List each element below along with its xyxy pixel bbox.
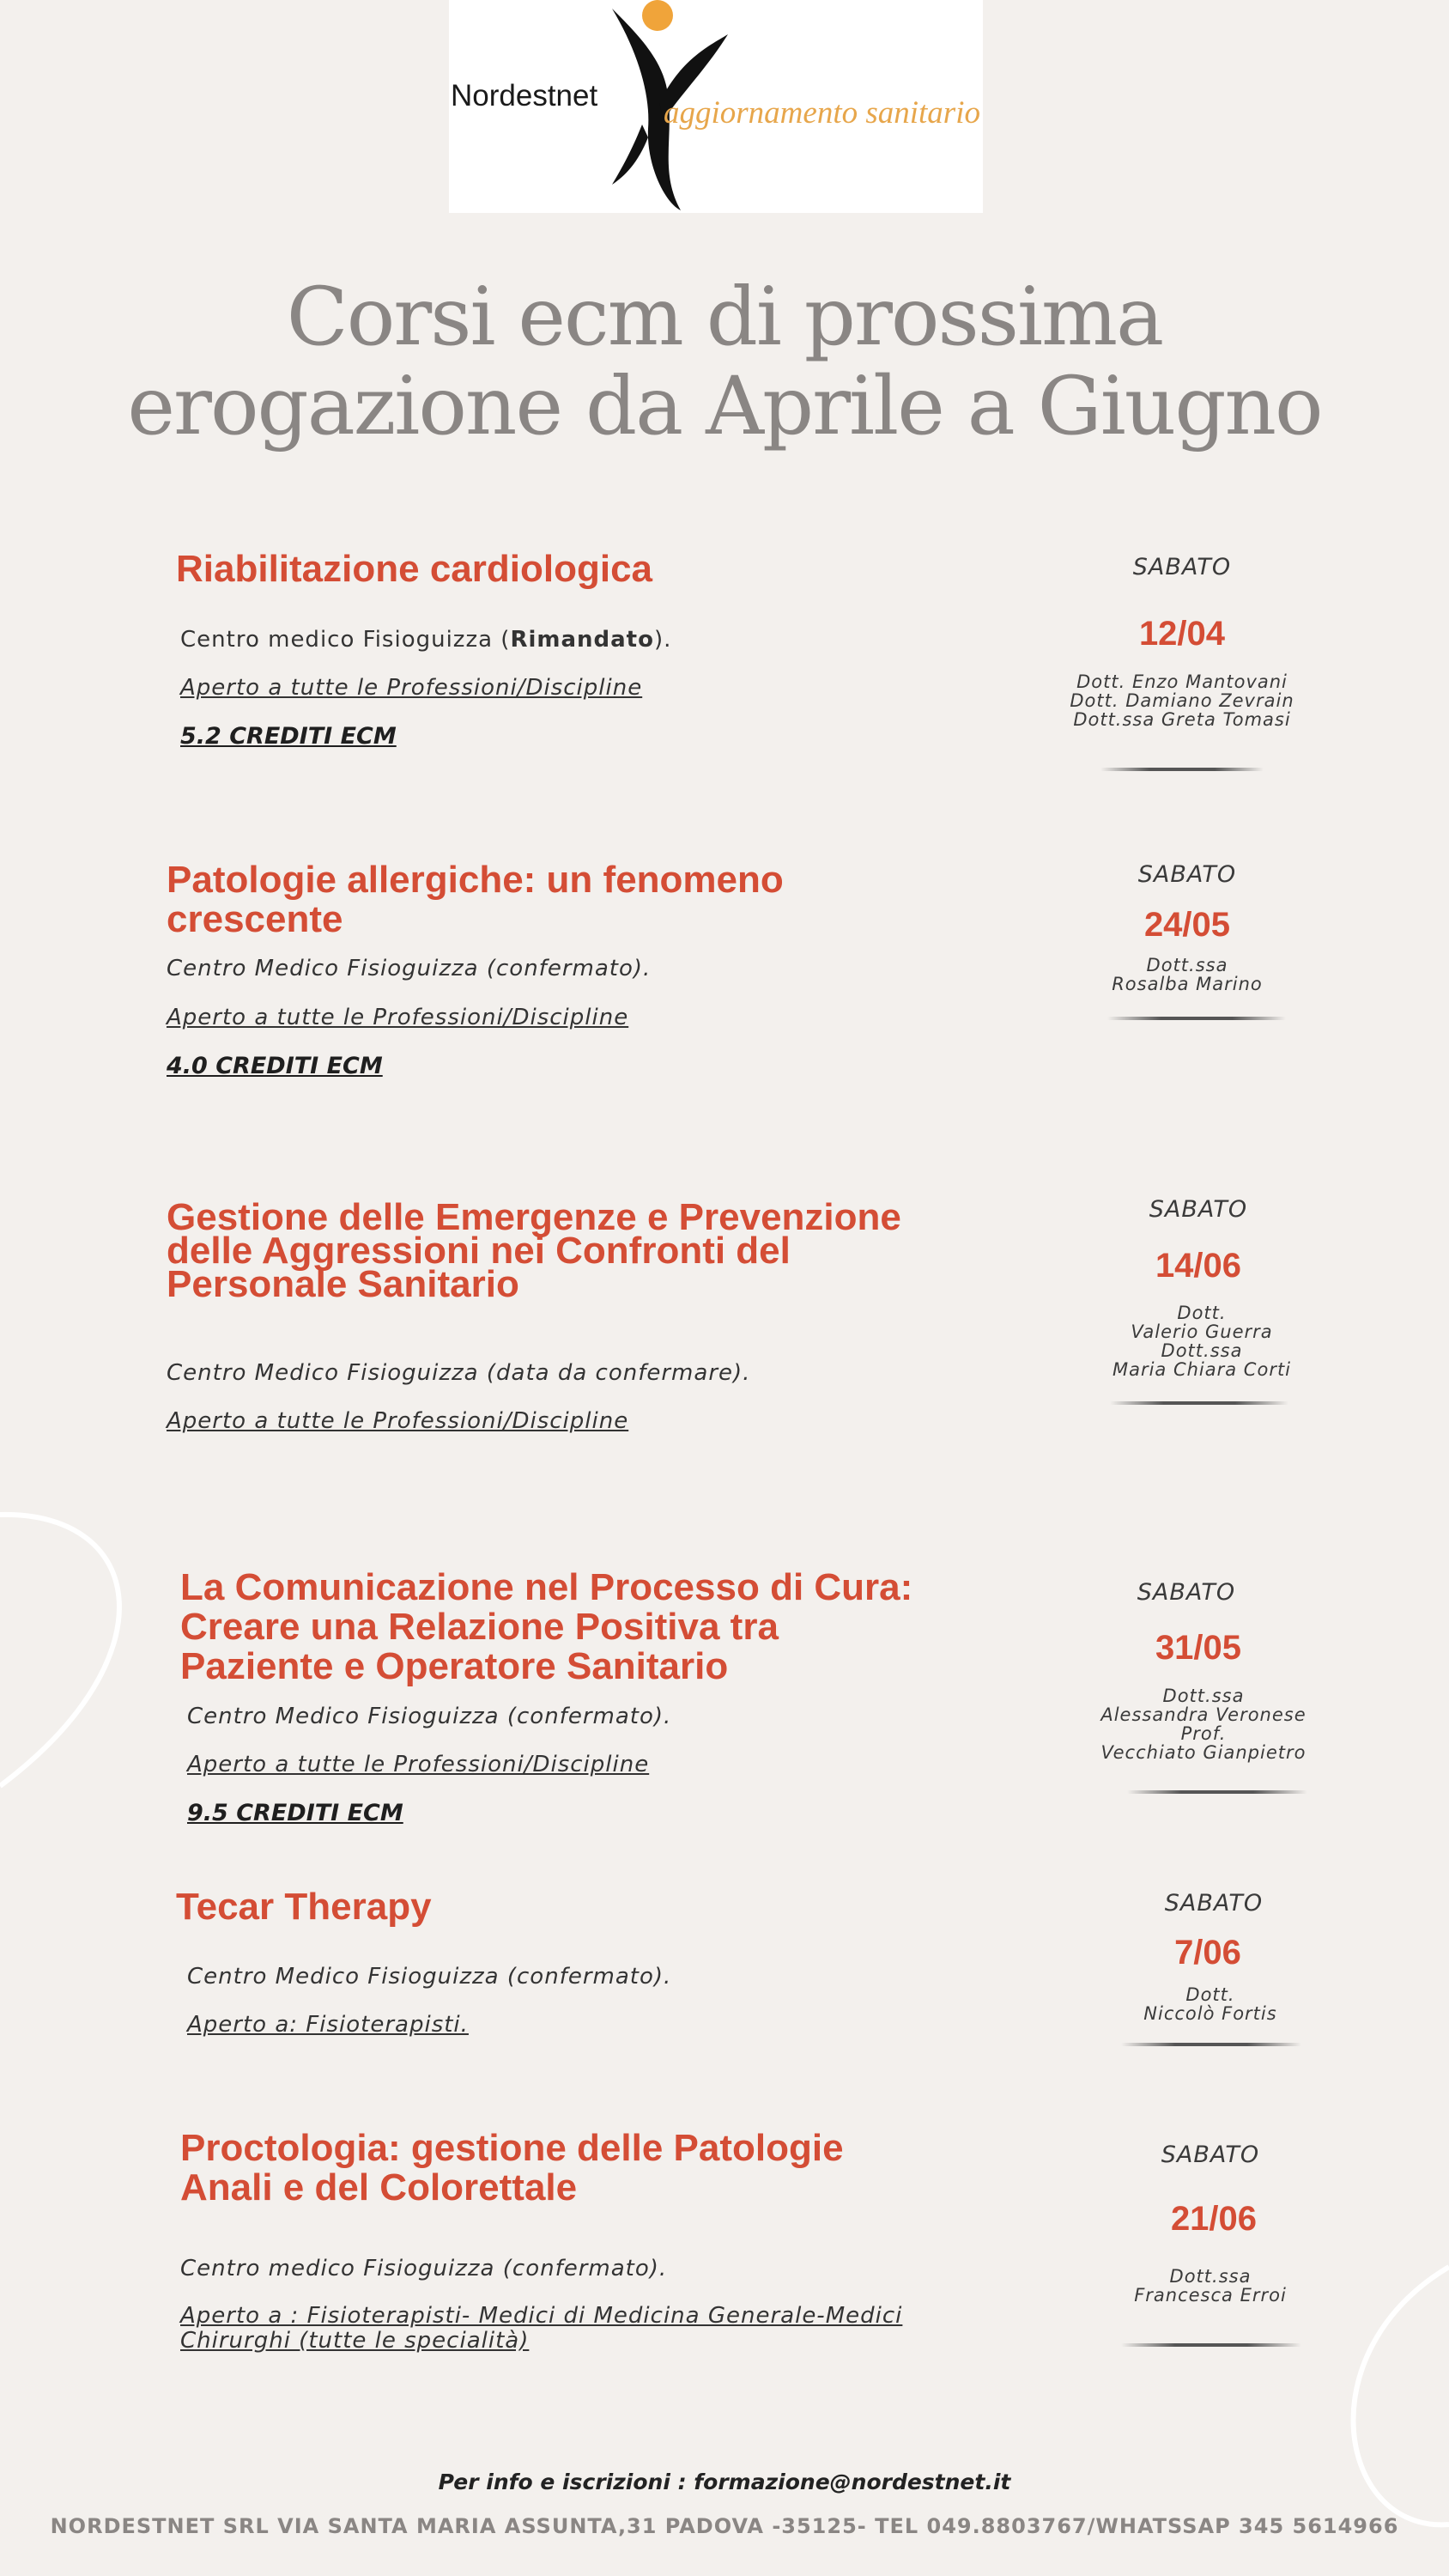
teacher-name: Dott.ssa <box>1169 2266 1252 2287</box>
teacher-name: Vecchiato Gianpietro <box>1100 1742 1307 1763</box>
course-audience-line: Aperto a : Fisioterapisti- Medici di Medicina Generale-Medici <box>180 2303 903 2329</box>
course-title-line: Patologie allergiche: un fenomeno <box>167 859 784 901</box>
course-title-line: Paziente e Operatore Sanitario <box>180 1645 729 1687</box>
course-day: SABATO <box>1161 2142 1260 2168</box>
course-day: SABATO <box>1149 1196 1248 1223</box>
course-teachers <box>1082 1985 1339 2023</box>
course-location <box>180 627 671 653</box>
course-audience: Aperto a: Fisioterapisti. <box>187 2012 469 2038</box>
location-text-end: ). <box>653 627 672 653</box>
course-teachers <box>1075 1686 1332 1762</box>
course-location: Centro Medico Fisioguizza (data da confermare). <box>167 1360 751 1386</box>
course-teachers <box>1053 672 1311 729</box>
course-title-line: La Comunicazione nel Processo di Cura: <box>180 1566 913 1608</box>
logo-tagline: aggiornamento sanitario <box>664 95 980 131</box>
page-title-line2: erogazione da Aprile a Giugno <box>127 360 1322 453</box>
teacher-name: Prof. <box>1180 1723 1227 1744</box>
course-day: SABATO <box>1132 554 1232 580</box>
course-title-line: Creare una Relazione Positiva tra <box>180 1606 779 1648</box>
teacher-name: Francesca Erroi <box>1134 2285 1287 2306</box>
logo-brand-text: Nordestnet <box>451 79 598 112</box>
course-location: Centro Medico Fisioguizza (confermato). <box>187 1964 672 1990</box>
teacher-name: Alessandra Veronese <box>1100 1704 1307 1725</box>
course-audience <box>180 2304 902 2354</box>
footer-address: NORDESTNET SRL VIA SANTA MARIA ASSUNTA,31 PADOVA -35125- TEL 049.8803767/WHATSSAP 345 5614966 <box>50 2514 1399 2538</box>
course-date: 14/06 <box>1155 1247 1242 1285</box>
brush-divider <box>1121 2343 1301 2347</box>
course-title: Tecar Therapy <box>176 1886 432 1928</box>
course-credits: 5.2 CREDITI ECM <box>180 723 397 750</box>
nordestnet-logo <box>449 0 983 213</box>
page-title <box>103 270 1346 453</box>
course-credits: 4.0 CREDITI ECM <box>167 1053 383 1079</box>
course-teachers <box>1082 2267 1339 2305</box>
brush-divider <box>1127 1790 1307 1794</box>
course-title <box>167 1196 901 1305</box>
teacher-name: Valerio Guerra <box>1131 1321 1273 1342</box>
course-date: 12/04 <box>1138 615 1226 653</box>
course-credits: 9.5 CREDITI ECM <box>187 1800 403 1826</box>
course-audience: Aperto a tutte le Professioni/Discipline <box>167 1408 629 1434</box>
course-title-line: Personale Sanitario <box>167 1263 519 1305</box>
course-title-line: Gestione delle Emergenze e Prevenzione <box>167 1196 901 1238</box>
brush-divider <box>1107 1017 1286 1020</box>
course-teachers <box>1073 1303 1331 1379</box>
teacher-name: Dott. <box>1185 1984 1235 2005</box>
teacher-name: Niccolò Fortis <box>1143 2003 1277 2024</box>
brush-divider <box>1110 1401 1288 1405</box>
course-location: Centro Medico Fisioguizza (confermato). <box>167 956 652 981</box>
course-location: Centro Medico Fisioguizza (confermato). <box>187 1704 672 1729</box>
course-location: Centro medico Fisioguizza (confermato). <box>180 2256 668 2281</box>
teacher-name: Dott. Enzo Mantovani <box>1076 671 1288 692</box>
teacher-name: Dott. Damiano Zevrain <box>1070 690 1294 711</box>
course-title <box>167 860 784 939</box>
teacher-name: Maria Chiara Corti <box>1112 1359 1292 1380</box>
location-status: Rimandato <box>510 627 654 653</box>
course-audience: Aperto a tutte le Professioni/Discipline <box>167 1005 629 1030</box>
location-text: Centro medico Fisioguizza ( <box>180 627 511 653</box>
brush-divider <box>1100 768 1264 771</box>
decorative-arc-left <box>0 1511 155 1795</box>
teacher-name: Rosalba Marino <box>1112 974 1263 994</box>
brush-divider <box>1121 2043 1301 2046</box>
course-title-line: delle Aggressioni nei Confronti del <box>167 1230 791 1272</box>
course-audience-line: Chirurghi (tutte le specialità) <box>180 2328 530 2354</box>
course-day: SABATO <box>1137 861 1237 888</box>
footer-contact-info: Per info e iscrizioni : formazione@nordestnet.it <box>438 2470 1011 2494</box>
course-title: Riabilitazione cardiologica <box>176 548 653 590</box>
course-title-line: Proctologia: gestione delle Patologie <box>180 2127 844 2169</box>
course-day: SABATO <box>1164 1890 1264 1917</box>
teacher-name: Dott.ssa Greta Tomasi <box>1073 709 1291 730</box>
course-date: 7/06 <box>1174 1934 1241 1971</box>
course-audience: Aperto a tutte le Professioni/Discipline <box>187 1752 650 1777</box>
course-audience: Aperto a tutte le Professioni/Discipline <box>180 675 643 701</box>
course-title <box>180 1568 912 1686</box>
course-teachers <box>1058 956 1316 993</box>
teacher-name: Dott.ssa <box>1162 1686 1245 1706</box>
course-title-line: Anali e del Colorettale <box>180 2166 578 2208</box>
teacher-name: Dott. <box>1177 1303 1227 1323</box>
course-title-line: crescente <box>167 898 343 940</box>
teacher-name: Dott.ssa <box>1161 1340 1243 1361</box>
teacher-name: Dott.ssa <box>1146 955 1228 975</box>
course-date: 24/05 <box>1143 906 1231 944</box>
page-title-line1: Corsi ecm di prossima <box>286 270 1163 364</box>
course-date: 21/06 <box>1170 2200 1258 2238</box>
course-day: SABATO <box>1137 1579 1236 1606</box>
course-title <box>180 2129 844 2208</box>
course-date: 31/05 <box>1155 1629 1242 1667</box>
